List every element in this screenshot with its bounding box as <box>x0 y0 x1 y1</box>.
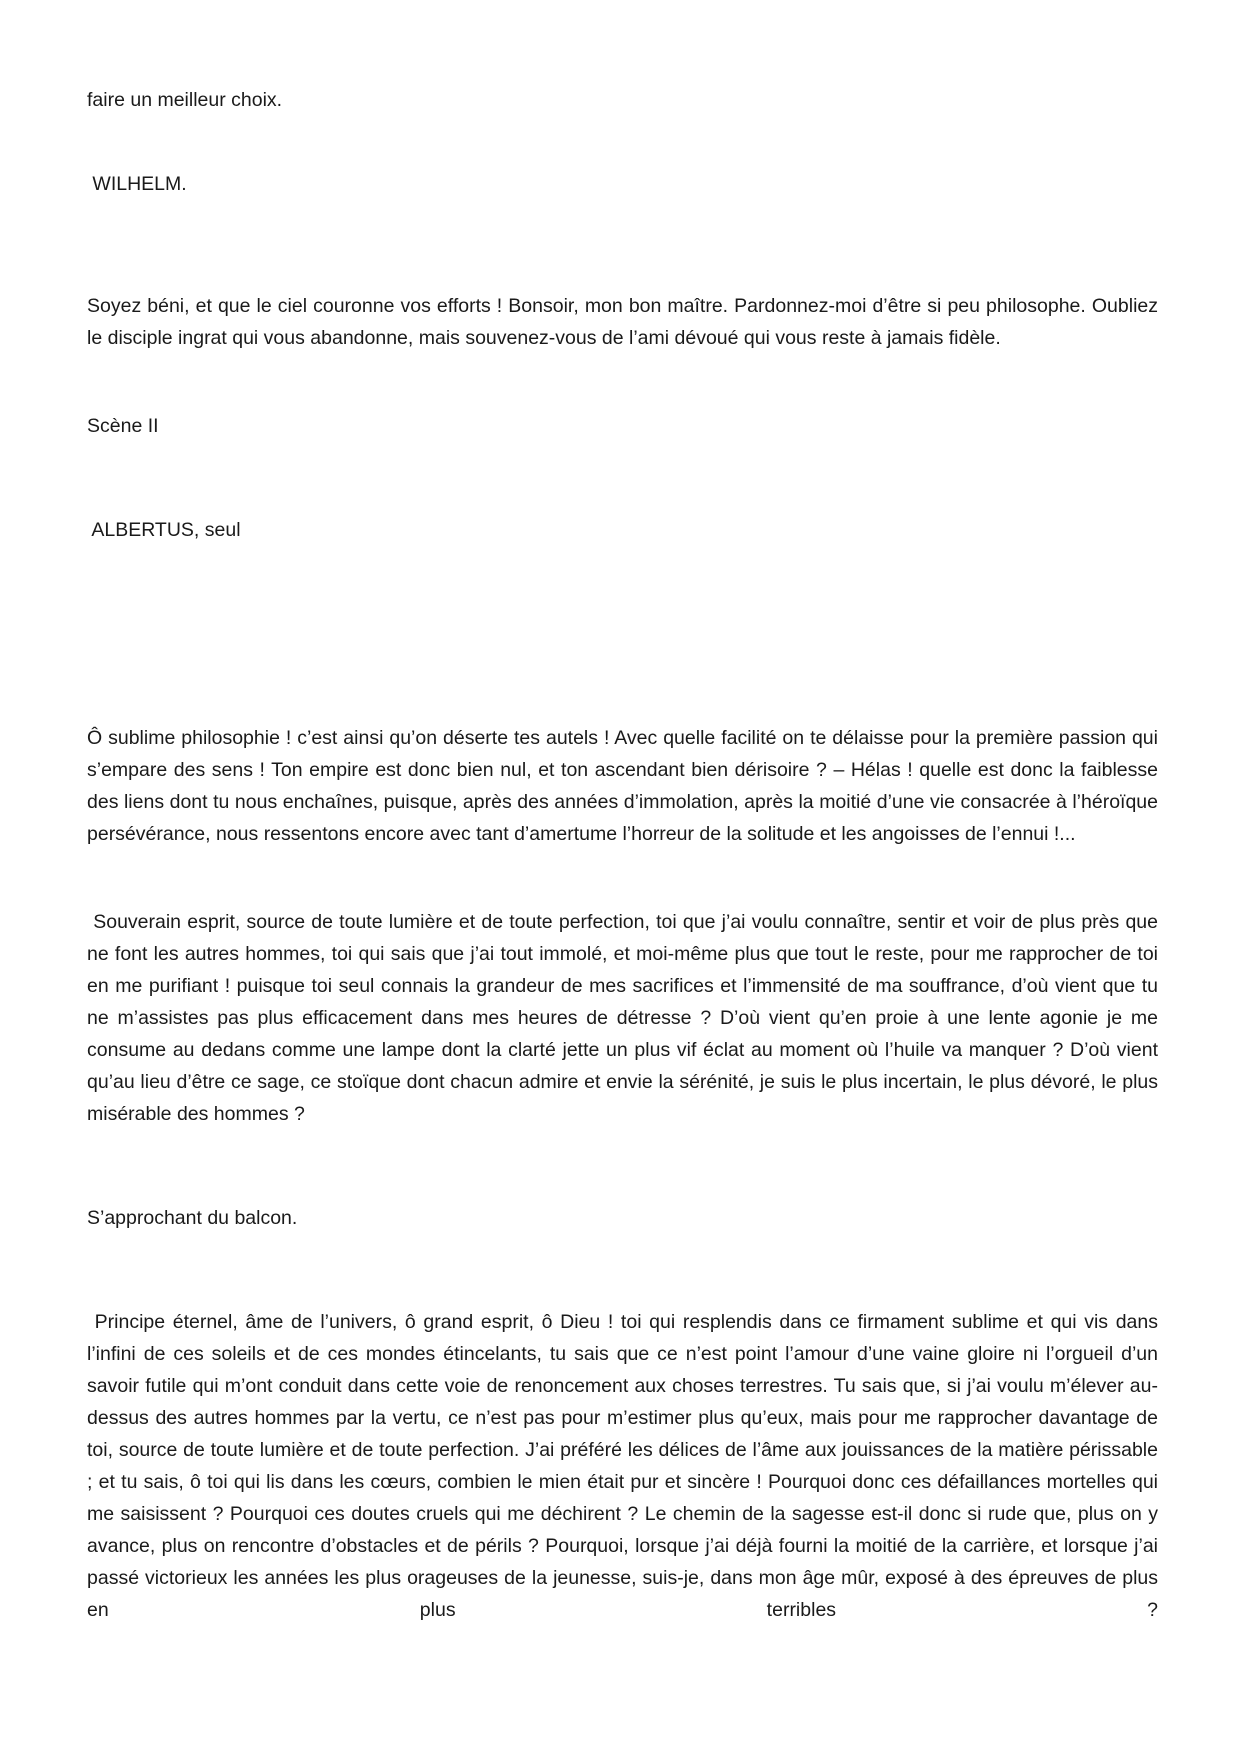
speaker-wilhelm: WILHELM. <box>87 173 187 195</box>
paragraph-albertus-speech-3: Principe éternel, âme de l’univers, ô grand esprit, ô Dieu ! toi qui resplendis dans ce firmament sublime et qui vis dans l’infini de ces soleils et de ces mondes étincelants, tu sais que ce n’est point l’amour d’une vaine gloire ni l’orgueil d’un savoir futile qui m’ont conduit dans cette voie de renoncement aux choses terrestres. Tu sais que, si j’ai voulu m’élever au-dessus des autres hommes par la vertu, ce n’est pas pour m’estimer plus qu’eux, mais pour me rapprocher davantage de toi, source de toute lumière et de toute perfection. J’ai préféré les délices de l’âme aux jouissances de la matière périssable ; et tu sais, ô toi qui lis dans les cœurs, combien le mien était pur et sincère ! Pourquoi donc ces défaillances mortelles qui me saisissent ? Pourquoi ces doutes cruels qui me déchirent ? Le chemin de la sagesse est-il donc si rude que, plus on y avance, plus on rencontre d’obstacles et de périls ? Pourquoi, lorsque j’ai déjà fourni la moitié de la carrière, et lorsque j’ai passé victorieux les années les plus orageuses de la jeunesse, suis-je, dans mon âge mûr, exposé à des épreuves de plus en plus terribles ? <box>87 1311 1164 1621</box>
paragraph-albertus-speech-2: Souverain esprit, source de toute lumière et de toute perfection, toi que j’ai voulu connaître, sentir et voir de plus près que ne font les autres hommes, toi qui sais que j’ai tout immolé, et moi-même plus que tout le reste, pour me rapprocher de toi en me purifiant ! puisque toi seul connais la grandeur de mes sacrifices et l’immensité de ma souffrance, d’où vient que tu ne m’assistes pas plus efficacement dans mes heures de détresse ? D’où vient qu’en proie à une lente agonie je me consume au dedans comme une lampe dont la clarté jette un plus vif éclat au moment où l’huile va manquer ? D’où vient qu’au lieu d’être ce sage, ce stoïque dont chacun admire et envie la sérénité, je suis le plus incertain, le plus dévoré, le plus misérable des hommes ? <box>87 911 1164 1125</box>
paragraph-albertus-speech-1: Ô sublime philosophie ! c’est ainsi qu’on déserte tes autels ! Avec quelle facilité on te délaisse pour la première passion qui s’empare des sens ! Ton empire est donc bien nul, et ton ascendant bien dérisoire ? – Hélas ! quelle est donc la faiblesse des liens dont tu nous enchaînes, puisque, après des années d’immolation, après la moitié d’une vie consacrée à l’héroïque persévérance, nous ressentons encore avec tant d’amertume l’horreur de la solitude et les angoisses de l’ennui !... <box>87 727 1158 845</box>
paragraph-wilhelm-speech: Soyez béni, et que le ciel couronne vos efforts ! Bonsoir, mon bon maître. Pardonnez-moi d’être si peu philosophe. Oubliez le disciple ingrat qui vous abandonne, mais souvenez-vous de l’ami dévoué qui vous reste à jamais fidèle. <box>87 295 1158 349</box>
stage-direction: S’approchant du balcon. <box>87 1207 298 1229</box>
scene-heading: Scène II <box>87 415 159 437</box>
paragraph-continuation: faire un meilleur choix. <box>87 89 283 111</box>
speaker-albertus: ALBERTUS, seul <box>87 519 241 541</box>
